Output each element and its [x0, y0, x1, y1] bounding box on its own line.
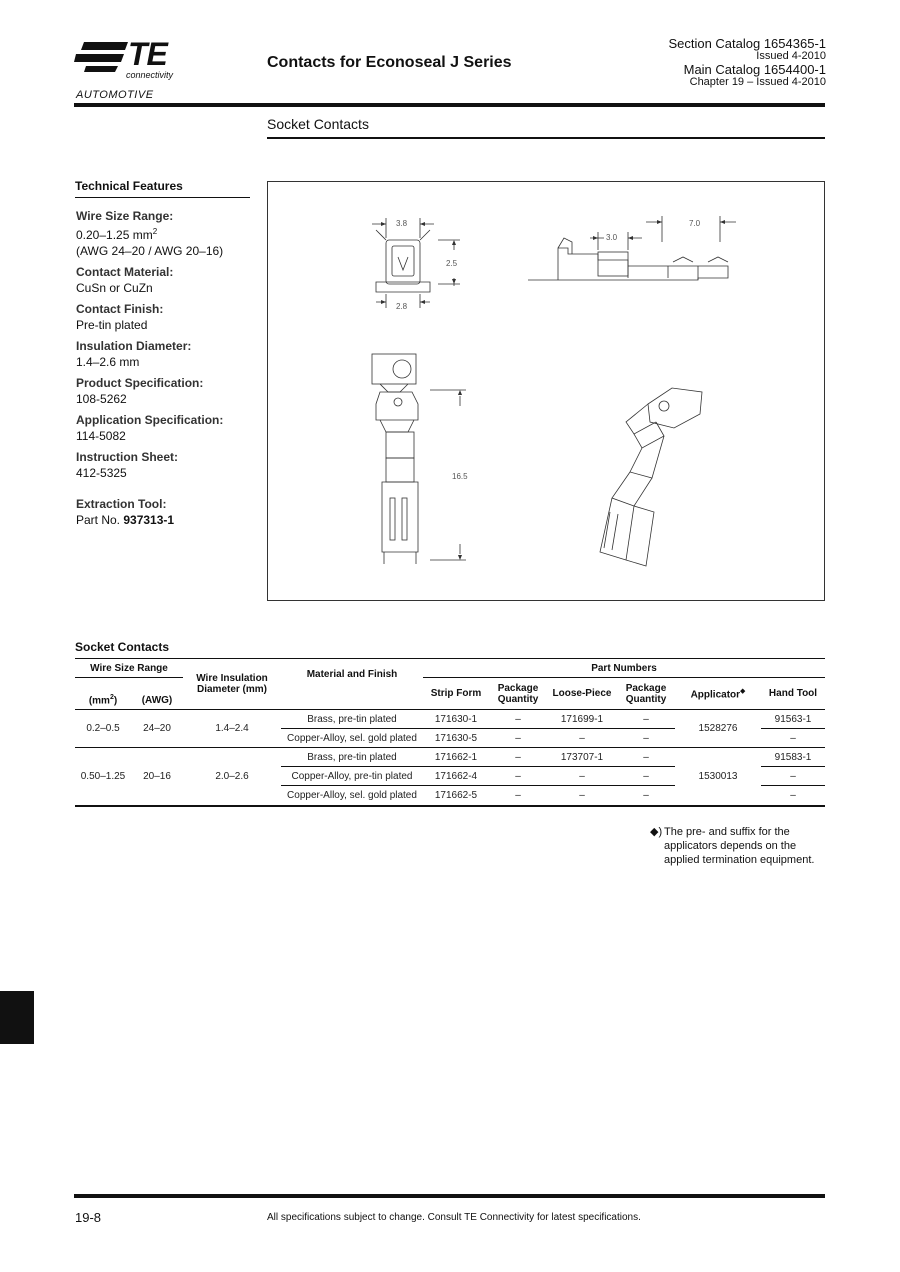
feature-label: Contact Finish:: [76, 302, 164, 316]
footnote-text: The pre- and suffix for the applicators depends on the applied termination equipment.: [664, 826, 815, 866]
cell-pkg: –: [617, 710, 675, 729]
cell-pkg: –: [617, 748, 675, 767]
cell-material: Copper-Alloy, sel. gold plated: [287, 732, 417, 744]
page-number: 19-8: [75, 1210, 102, 1225]
cell-loose: –: [547, 767, 617, 786]
feature-value: 0.20–1.25 $mm^2$: [76, 227, 158, 242]
col-part-numbers: Part Numbers: [423, 659, 825, 678]
feature-value: CuSn or CuZn: [76, 281, 153, 295]
cell-tool: 91583-1: [761, 748, 825, 767]
cell-pkg: –: [643, 732, 649, 744]
catalog-info: [668, 37, 826, 89]
main-catalog: Main Catalog 1654400-1: [683, 62, 826, 77]
col-loose-piece: Loose-Piece: [552, 688, 612, 699]
feature-label: Wire Size Range:: [76, 209, 174, 223]
feature-label: Product Specification:: [76, 376, 204, 390]
feature-value: 114-5082: [76, 429, 126, 443]
cell-pkg: –: [515, 732, 521, 744]
cell-material: Copper-Alloy, sel. gold plated: [287, 789, 417, 801]
features-heading: Technical Features: [75, 179, 183, 193]
table-bottom-rule: [75, 805, 825, 807]
cell-awg: 20–16: [131, 748, 183, 805]
chapter-tab-marker: [0, 991, 34, 1044]
features-list: [76, 208, 266, 528]
cell-applicator: 1528276: [675, 710, 761, 748]
col-package-qty: Package Quantity: [625, 682, 667, 705]
feature-value: 1.4–2.6 mm: [76, 355, 140, 369]
cell-mm2: 0.50–1.25: [75, 748, 131, 805]
dim-side-a: 3.0: [606, 233, 618, 242]
cell-tool: –: [790, 789, 796, 801]
col-mm2: $(mm^2)$: [88, 693, 118, 706]
cell-material: Copper-Alloy, pre-tin plated: [281, 767, 423, 786]
front-long-view-drawing: [372, 354, 466, 564]
perspective-view-drawing: [600, 388, 702, 566]
feature-label: Instruction Sheet:: [76, 450, 179, 464]
section-issued: Issued 4-2010: [756, 50, 826, 62]
col-package-qty: Package Quantity: [497, 682, 539, 705]
feature-value: (AWG 24–20 / AWG 20–16): [76, 244, 224, 258]
brand-mark: TE: [128, 36, 167, 72]
cell-strip: 171630-5: [434, 732, 478, 744]
table-row: [75, 710, 825, 729]
col-wire-size: Wire Size Range: [75, 659, 183, 678]
cell-pkg: –: [617, 767, 675, 786]
table-row: [75, 748, 825, 767]
feature-value: Pre-tin plated: [76, 318, 148, 332]
cell-mm2: 0.2–0.5: [75, 710, 131, 748]
cell-loose: –: [579, 789, 585, 801]
section-catalog: Section Catalog 1654365-1: [668, 36, 826, 51]
cell-tool: –: [761, 767, 825, 786]
cell-loose: 171699-1: [547, 710, 617, 729]
section-subheading: Socket Contacts: [267, 116, 369, 132]
extraction-tool-label: Extraction Tool:: [76, 497, 167, 511]
header-rule: [74, 103, 825, 107]
drawing-canvas: [268, 182, 824, 600]
feature-value: 412-5325: [76, 466, 127, 480]
cell-strip: 171662-1: [423, 748, 489, 767]
cell-loose: –: [579, 732, 585, 744]
cell-strip: 171662-5: [434, 789, 478, 801]
col-hand-tool: Hand Tool: [768, 688, 818, 699]
cell-insulation: 1.4–2.4: [183, 710, 281, 748]
table-title: Socket Contacts: [75, 640, 170, 654]
dim-height: 2.5: [446, 259, 458, 268]
cell-strip: 171630-1: [423, 710, 489, 729]
socket-contacts-table: [75, 658, 825, 804]
brand-subtitle: connectivity: [126, 70, 174, 80]
cell-strip: 171662-4: [423, 767, 489, 786]
cell-awg: 24–20: [131, 710, 183, 748]
cell-material: Brass, pre-tin plated: [281, 710, 423, 729]
cell-pkg: –: [489, 767, 547, 786]
footnote-mark: ◆): [650, 826, 663, 838]
technical-drawing: [267, 181, 825, 601]
applicator-footnote: [650, 825, 825, 867]
feature-label: Insulation Diameter:: [76, 339, 192, 353]
cell-material: Brass, pre-tin plated: [281, 748, 423, 767]
col-applicator: Applicator◆: [690, 688, 746, 701]
cell-pkg: –: [489, 748, 547, 767]
cell-tool: 91563-1: [761, 710, 825, 729]
subheading-rule: [267, 137, 825, 139]
cell-pkg: –: [643, 789, 649, 801]
features-rule: [75, 197, 250, 198]
page-title: Contacts for Econoseal J Series: [267, 54, 512, 71]
dim-width-top: 3.8: [396, 219, 408, 228]
footer-rule: [74, 1194, 825, 1198]
footer-disclaimer: All specifications subject to change. Consult TE Connectivity for latest specifications.: [267, 1212, 641, 1223]
col-insulation: Wire Insulation Diameter (mm): [183, 659, 281, 710]
dim-side-b: 7.0: [689, 219, 701, 228]
dim-length: 16.5: [452, 472, 468, 481]
feature-label: Application Specification:: [76, 413, 224, 427]
extraction-tool-value: Part No. 937313-1: [76, 513, 175, 527]
cell-insulation: 2.0–2.6: [183, 748, 281, 805]
feature-value: 108-5262: [76, 392, 127, 406]
col-material: Material and Finish: [281, 659, 423, 710]
side-view-drawing: [528, 216, 736, 280]
division-label: AUTOMOTIVE: [76, 89, 154, 101]
cell-pkg: –: [489, 710, 547, 729]
cell-applicator: 1530013: [675, 748, 761, 805]
cell-loose: 173707-1: [547, 748, 617, 767]
dim-width-bottom: 2.8: [396, 302, 408, 311]
col-awg: (AWG): [141, 695, 173, 706]
te-logo-icon: [74, 38, 134, 78]
feature-label: Contact Material:: [76, 265, 174, 279]
col-strip: Strip Form: [430, 688, 482, 699]
cell-pkg: –: [515, 789, 521, 801]
chapter-info: Chapter 19 – Issued 4-2010: [689, 76, 826, 88]
cell-tool: –: [790, 732, 796, 744]
